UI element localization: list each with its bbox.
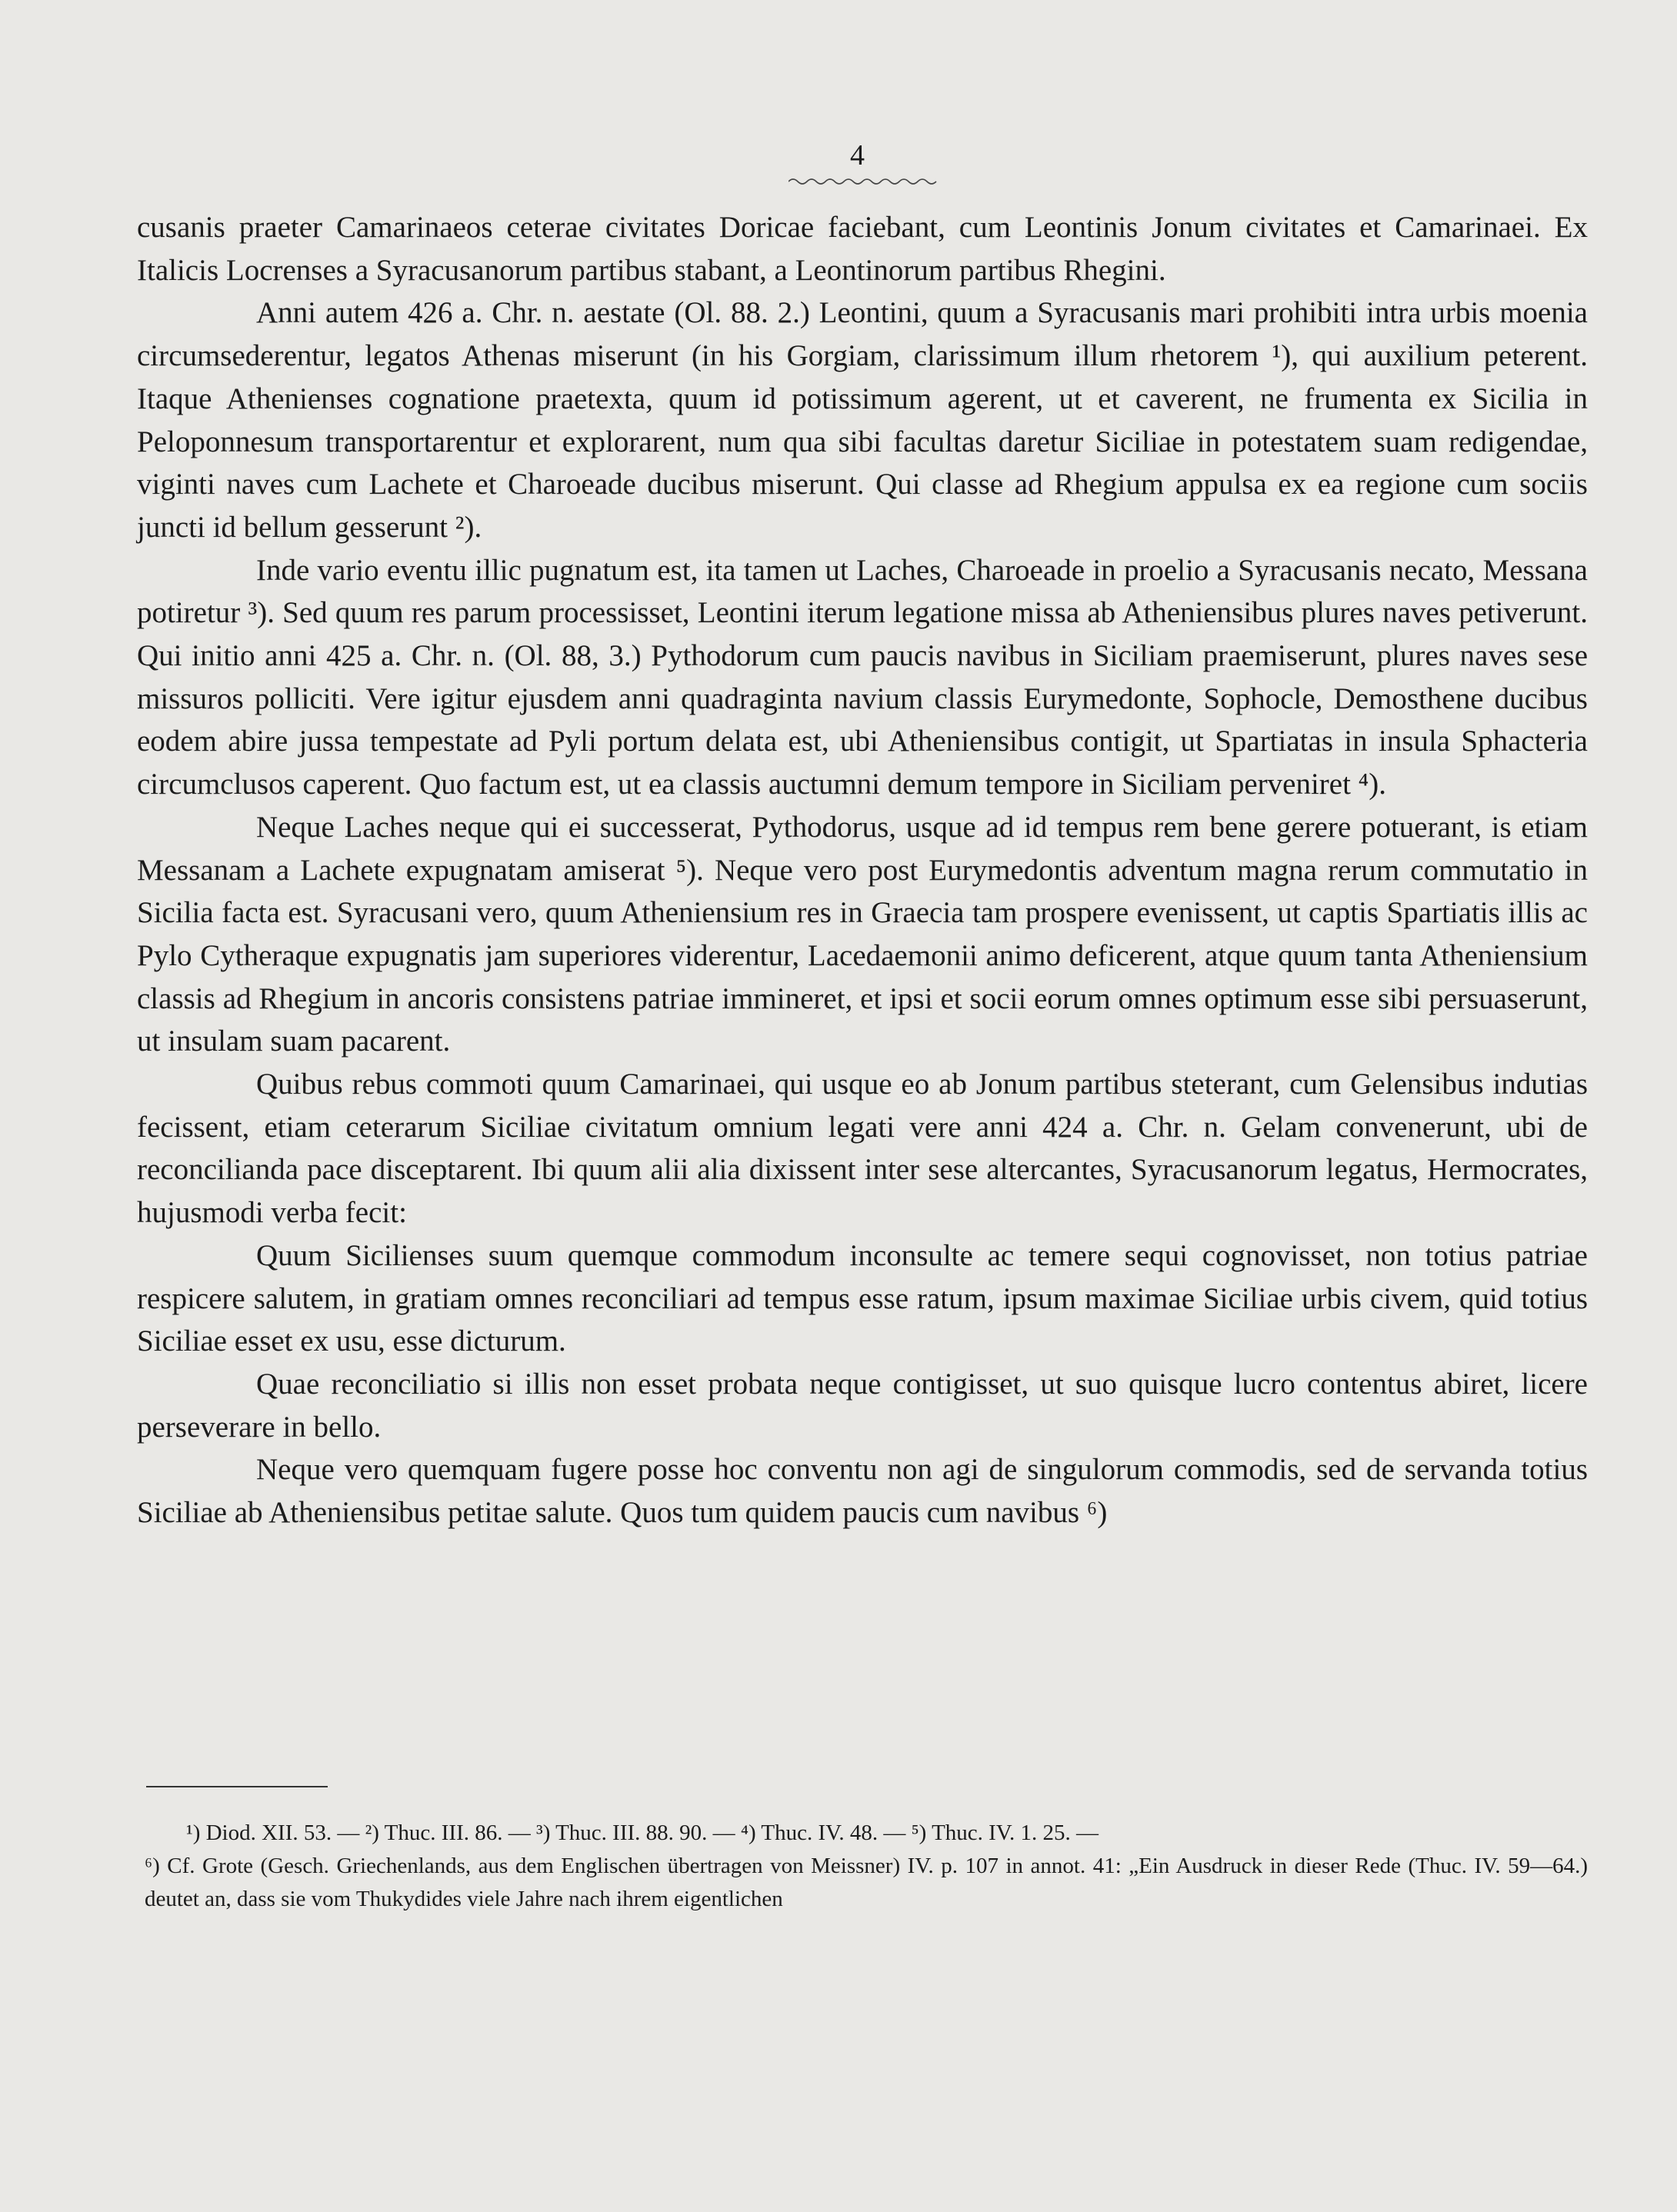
paragraph: Quum Sicilienses suum quemque commodum inconsulte ac temere sequi cognovisset, non totius patriae respicere salutem, in gratiam omnes reconciliari ad tempus esse ratum, ipsum maximae Siciliae urbis civem, quid totius Siciliae esset ex usu, esse dicturum. bbox=[137, 1238, 1588, 1358]
paragraph: cusanis praeter Camarinaeos ceterae civitates Doricae faciebant, cum Leontinis Jonum civitates et Camarinaei. Ex Italicis Locrenses a Syracusanorum partibus stabant, a Leontinorum partibus Rhegini. bbox=[137, 211, 1588, 287]
paragraph: Inde vario eventu illic pugnatum est, ita tamen ut Laches, Charoeade in proelio a Syracusanis necato, Messana potiretur ³). Sed quum res parum processisset, Leontini iterum legatione missa ab Atheniensibus plures naves petiverunt. Qui initio anni 425 a. Chr. n. (Ol. 88, 3.) Pythodorum cum paucis navibus in Siciliam praemiserunt, plures naves sese missuros polliciti. Vere igitur ejusdem anni quadraginta navium classis Eurymedonte, Sophocle, Demosthene ducibus eodem abire jussa tempestate ad Pyli portum delata est, ubi Atheniensibus contigit, ut Spartiatas in insula Sphacteria circumclusos caperent. Quo factum est, ut ea classis auctumni demum tempore in Siciliam perveniret ⁴). bbox=[137, 553, 1588, 801]
footnote-separator bbox=[146, 1786, 328, 1787]
paragraph: Neque Laches neque qui ei successerat, Pythodorus, usque ad id tempus rem bene gerere potuerant, is etiam Messanam a Lachete expugnatam amiserat ⁵). Neque vero post Eurymedontis adventum magna rerum commutatio in Sicilia facta est. Syracusani vero, quum Atheniensium res in Graecia tam prospere evenissent, ut captis Spartiatis illis ac Pylo Cytheraque expugnatis jam superiores viderentur, Lacedaemonii animo deficerent, atque quum tanta Atheniensium classis ad Rhegium in ancoris consistens patriae immineret, et ipsi et socii eorum omnes optimum esse sibi persuaserunt, ut insulam suam pacarent. bbox=[137, 810, 1588, 1058]
footnotes bbox=[145, 1817, 1588, 1916]
page-number: 4 bbox=[850, 139, 865, 172]
footnote: ⁶) Cf. Grote (Gesch. Griechenlands, aus dem Englischen übertragen von Meissner) IV. p. 107 in annot. 41: „Ein Ausdruck in dieser Rede (Thuc. IV. 59—64.) deutet an, dass sie vom Thukydides viele Jahre nach ihrem eigentlichen bbox=[145, 1854, 1588, 1911]
main-text bbox=[137, 206, 1588, 1534]
paragraph: Quae reconciliatio si illis non esset probata neque contigisset, ut suo quisque lucro contentus abiret, licere perseverare in bello. bbox=[137, 1367, 1588, 1444]
paragraph: Quibus rebus commoti quum Camarinaei, qui usque eo ab Jonum partibus steterant, cum Gelensibus indutias fecissent, etiam ceterarum Siciliae civitatum omnium legati vere anni 424 a. Chr. n. Gelam convenerunt, ubi de reconcilianda pace disceptarent. Ibi quum alii alia dixissent inter sese altercantes, Syracusanorum legatus, Hermocrates, hujusmodi verba fecit: bbox=[137, 1068, 1588, 1230]
footnote: ¹) Diod. XII. 53. — ²) Thuc. III. 86. — ³) Thuc. III. 88. 90. — ⁴) Thuc. IV. 48. — ⁵) Thuc. IV. 1. 25. — bbox=[186, 1821, 1099, 1845]
page-number-ornament bbox=[788, 178, 942, 185]
paragraph: Neque vero quemquam fugere posse hoc conventu non agi de singulorum commodis, sed de servanda totius Siciliae ab Atheniensibus petitae salute. Quos tum quidem paucis cum navibus ⁶) bbox=[137, 1453, 1588, 1530]
paragraph: Anni autem 426 a. Chr. n. aestate (Ol. 88. 2.) Leontini, quum a Syracusanis mari prohibiti intra urbis moenia circumsederentur, legatos Athenas miserunt (in his Gorgiam, clarissimum illum rhetorem ¹), qui auxilium peterent. Itaque Athenienses cognatione praetexta, quum id potissimum agerent, ut et caverent, ne frumenta ex Sicilia in Peloponnesum transportarentur et explorarent, num qua sibi facultas daretur Siciliae in potestatem suam redigendae, viginti naves cum Lachete et Charoeade ducibus miserunt. Qui classe ad Rhegium appulsa ex ea regione cum sociis juncti id bellum gesserunt ²). bbox=[137, 296, 1588, 544]
